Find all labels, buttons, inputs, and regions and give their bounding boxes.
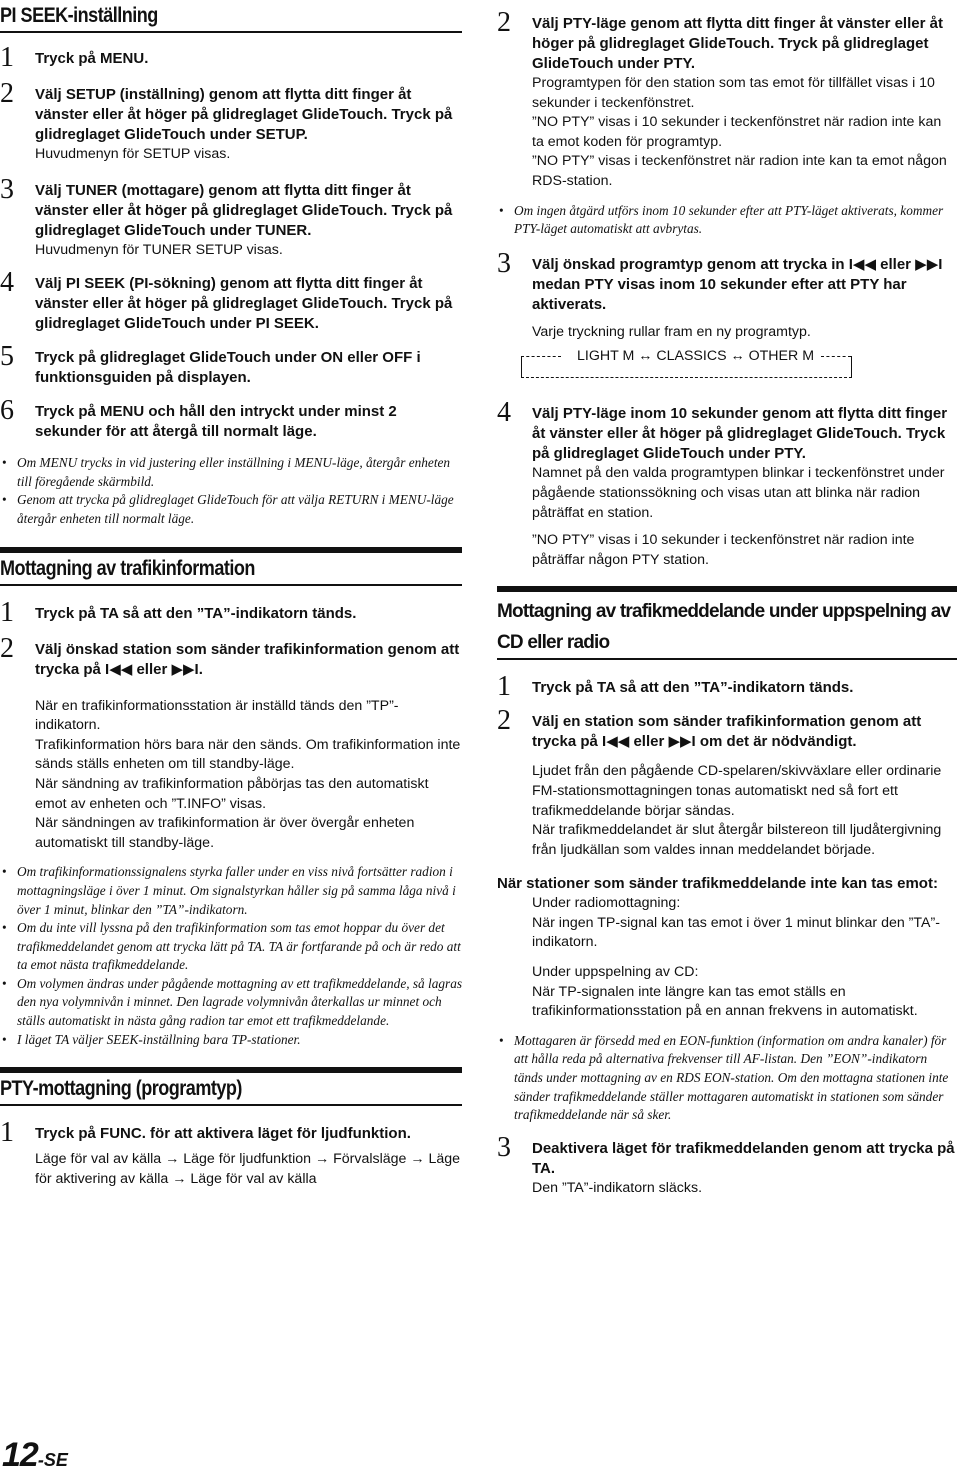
step-description: Namnet på den valda programtypen blinkar i teckenfönstret under pågående stationssökning och visas utan att blinka när radion påträffat en station. bbox=[532, 465, 945, 521]
step-instruction: Välj PI SEEK (PI-sökning) genom att flytta ditt finger åt vänster eller åt höger på glidreglaget GlideTouch. Tryck på glidreglaget GlideTouch under PI SEEK. bbox=[35, 275, 453, 333]
step-instruction: Välj PTY-läge inom 10 sekunder genom att flytta ditt finger åt vänster eller åt höger på glidreglaget GlideTouch. Tryck på glidreglaget GlideTouch under PTY. bbox=[532, 405, 948, 463]
step-instruction: Välj önskad station som sänder trafikinformation genom att trycka på I◀◀ eller ▶▶I. bbox=[35, 640, 460, 678]
section-title: Mottagning av trafikinformation bbox=[0, 556, 255, 580]
step-description: Huvudmenyn för TUNER SETUP visas. bbox=[35, 241, 283, 258]
left-column bbox=[0, 0, 462, 1189]
step-description: Läge för val av källa → Läge för ljudfunktion → Förvalsläge → Läge för aktivering av källa → Läge för val av källa bbox=[35, 1151, 461, 1187]
notes-list bbox=[497, 202, 957, 239]
step-instruction: Deaktivera läget för trafikmeddelanden genom att trycka på TA. bbox=[532, 1139, 955, 1177]
step bbox=[0, 267, 462, 334]
step-description: Varje tryckning rullar fram en ny programtyp. bbox=[532, 323, 811, 340]
step-number: 1 bbox=[497, 671, 511, 703]
step-number: 6 bbox=[0, 395, 14, 427]
note-item: • I läget TA väljer SEEK-inställning bara TP-stationer. bbox=[0, 1031, 462, 1050]
note-item: • Mottagaren är försedd med en EON-funktion (information om andra kanaler) för att hålla reda på alternativa frekvenser till AF-listan. Den ”EON”-indikatorn tänds under mottagning av en RDS EON-station. Om den mottagna stationen inte sänder trafikmeddelande ställer mottagaren automatiskt in stationen som sänder trafikmeddelande när så sker. bbox=[497, 1032, 957, 1125]
step bbox=[0, 42, 462, 73]
subheading: När stationer som sänder trafikmeddelande inte kan tas emot: bbox=[497, 875, 938, 893]
step-number: 2 bbox=[0, 632, 14, 664]
step-description: När sändningen av trafikinformation är över övergår enheten automatiskt till standby-läge. bbox=[35, 815, 415, 851]
step-instruction: Välj PTY-läge genom att flytta ditt finger åt vänster eller åt höger på glidreglaget GlideTouch. Tryck på glidreglaget GlideTouch under PTY. bbox=[532, 15, 943, 72]
step-instruction: Välj TUNER (mottagare) genom att flytta ditt finger åt vänster eller åt höger på glidreglaget GlideTouch. Tryck på glidreglaget GlideTouch under TUNER. bbox=[35, 181, 453, 239]
step-instruction: Välj SETUP (inställning) genom att flytta ditt finger åt vänster eller åt höger på glidreglaget GlideTouch. Tryck på glidreglaget GlideTouch under SETUP. bbox=[35, 86, 453, 143]
page-suffix: -SE bbox=[37, 1450, 68, 1470]
step-instruction: Tryck på MENU och håll den intryckt under minst 2 sekunder för att återgå till normalt läge. bbox=[35, 403, 397, 441]
step-description: Ljudet från den pågående CD-spelaren/skivväxlare eller ordinarie FM-stationsmottagningen tonas automatiskt ned så fort ett trafikmeddelande börjar sändas. bbox=[532, 763, 942, 819]
step-number: 1 bbox=[0, 1117, 14, 1149]
note-item: • Om trafikinformationssignalens styrka faller under en viss nivå fortsätter radion i mottagningsläge i över 1 minut. Om signalstyrkan håller sig på samma låga nivå i över 1 minut, blinkar den ”TA”-indikatorn. bbox=[0, 863, 462, 919]
notes-list bbox=[497, 1032, 957, 1125]
section-title: PTY-mottagning (programtyp) bbox=[0, 1077, 242, 1101]
step bbox=[497, 397, 957, 570]
cycle-line bbox=[851, 356, 852, 378]
step-number: 2 bbox=[497, 7, 511, 38]
step-number: 1 bbox=[0, 42, 14, 73]
step-description: Huvudmenyn för SETUP visas. bbox=[35, 146, 231, 162]
step bbox=[0, 395, 462, 442]
note-item: • Om MENU trycks in vid justering eller inställning i MENU-läge, återgår enheten till föregående skärmbild. bbox=[0, 454, 462, 491]
step bbox=[497, 705, 957, 860]
step bbox=[0, 173, 462, 261]
step-number: 2 bbox=[497, 705, 511, 737]
step-number: 5 bbox=[0, 341, 14, 373]
section-header bbox=[0, 0, 462, 33]
step-description: När trafikmeddelandet är slut återgår bilstereon till ljudåtergivning från ljudkällan som valdes innan meddelandet började. bbox=[532, 822, 942, 858]
section-traffic-info bbox=[0, 547, 462, 1050]
cycle-line bbox=[821, 356, 851, 357]
cycle-line bbox=[521, 377, 852, 378]
program-type-cycle-diagram bbox=[521, 348, 851, 378]
section-header bbox=[0, 553, 462, 586]
step bbox=[497, 7, 957, 192]
step-number: 2 bbox=[0, 78, 14, 109]
section-rule bbox=[497, 658, 957, 660]
section-header bbox=[0, 1073, 462, 1106]
notes-list bbox=[0, 863, 462, 1049]
step-instruction: Välj önskad programtyp genom att trycka in I◀◀ eller ▶▶I medan PTY visas inom 10 sekunder efter att PTY har aktiverats. bbox=[532, 255, 943, 313]
step bbox=[497, 247, 957, 343]
step-description: ”NO PTY” visas i 10 sekunder i teckenfönstret när radion inte påträffar någon PTY station. bbox=[532, 532, 915, 568]
note-item: • Om ingen åtgärd utförs inom 10 sekunder efter att PTY-läget aktiverats, kommer PTY-läget automatiskt att avbrytas. bbox=[497, 202, 957, 239]
section-title: Mottagning av trafikmeddelande under uppspelning av CD eller radio bbox=[497, 601, 951, 654]
section-cd-traffic bbox=[497, 586, 957, 1198]
section-pty bbox=[0, 1067, 462, 1189]
step-description: När sändning av trafikinformation påbörjas tas den automatiskt emot av enheten och ”T.INFO” visas. bbox=[35, 775, 429, 812]
step bbox=[0, 596, 462, 628]
right-column bbox=[497, 0, 957, 1198]
page-number: 12-SE bbox=[2, 1436, 68, 1474]
note-item: • Om du inte vill lyssna på den trafikinformation som tas emot hoppar du över det trafikmeddelandet genom att trycka lätt på TA. TA är fortfarande på och är redo att ta emot nästa trafikmeddelande. bbox=[0, 919, 462, 975]
condition-text: När TP-signalen inte längre kan tas emot ställs en trafikinformationsstation på en annan frekvens in automatiskt. bbox=[532, 983, 918, 1020]
step-number: 3 bbox=[497, 1131, 511, 1163]
condition-text: När ingen TP-signal kan tas emot i över 1 minut blinkar den ”TA”-indikatorn. bbox=[532, 914, 940, 951]
section-title: PI SEEK-inställning bbox=[0, 4, 158, 27]
step-description: ”NO PTY” visas i teckenfönstret när radion inte kan ta emot någon RDS-station. bbox=[532, 153, 947, 189]
condition-block bbox=[497, 894, 957, 1022]
step-instruction: Tryck på FUNC. för att aktivera läget för ljudfunktion. bbox=[35, 1125, 411, 1143]
step-description: När en trafikinformationsstation är inställd tänds den ”TP”-indikatorn. bbox=[35, 697, 399, 734]
step bbox=[0, 1117, 462, 1189]
step-number: 4 bbox=[497, 397, 511, 429]
step-description-block bbox=[0, 697, 462, 854]
step bbox=[0, 78, 462, 165]
step-instruction: Välj en station som sänder trafikinformation genom att trycka på I◀◀ eller ▶▶I om det är nödvändigt. bbox=[532, 713, 922, 751]
condition-label: Under radiomottagning: bbox=[532, 895, 681, 912]
step-instruction: Tryck på MENU. bbox=[35, 50, 149, 67]
step-number: 3 bbox=[0, 173, 14, 205]
note-item: • Om volymen ändras under pågående mottagning av ett trafikmeddelande, så lagras den nya volymnivån i minnet. Den lagrade volymnivån återkallas ur minnet och ställs automatiskt in nästa gång radion tar emot ett trafikmeddelande. bbox=[0, 975, 462, 1031]
step-description: ”NO PTY” visas i 10 sekunder i teckenfönstret när radion inte kan ta emot koden för programtyp. bbox=[532, 114, 942, 150]
step-instruction: Tryck på TA så att den ”TA”-indikatorn tänds. bbox=[532, 679, 854, 697]
section-pi-seek bbox=[0, 0, 462, 529]
step bbox=[0, 632, 462, 680]
step bbox=[497, 671, 957, 703]
step-number: 1 bbox=[0, 596, 14, 628]
step-number: 4 bbox=[0, 267, 14, 299]
step-instruction: Tryck på glidreglaget GlideTouch under ON eller OFF i funktionsguiden på displayen. bbox=[35, 349, 421, 387]
step bbox=[0, 341, 462, 388]
cycle-line bbox=[521, 356, 561, 357]
step-instruction: Tryck på TA så att den ”TA”-indikatorn tänds. bbox=[35, 604, 357, 622]
condition-label: Under uppspelning av CD: bbox=[532, 964, 699, 981]
cycle-line bbox=[521, 356, 522, 378]
step-number: 3 bbox=[497, 247, 511, 279]
note-item: • Genom att trycka på glidreglaget GlideTouch för att välja RETURN i MENU-läge återgår enheten till normalt läge. bbox=[0, 491, 462, 528]
cycle-label: LIGHT M ↔ CLASSICS ↔ OTHER M bbox=[577, 348, 815, 365]
notes-list bbox=[0, 454, 462, 528]
step-description: Programtypen för den station som tas emot för tillfället visas i 10 sekunder i teckenfönstret. bbox=[532, 75, 935, 111]
step-description: Trafikinformation hörs bara när den sänds. Om trafikinformation inte sänds ställs enheten om till standby-läge. bbox=[35, 736, 461, 773]
step bbox=[497, 1131, 957, 1199]
step-description: Den ”TA”-indikatorn släcks. bbox=[532, 1179, 703, 1196]
